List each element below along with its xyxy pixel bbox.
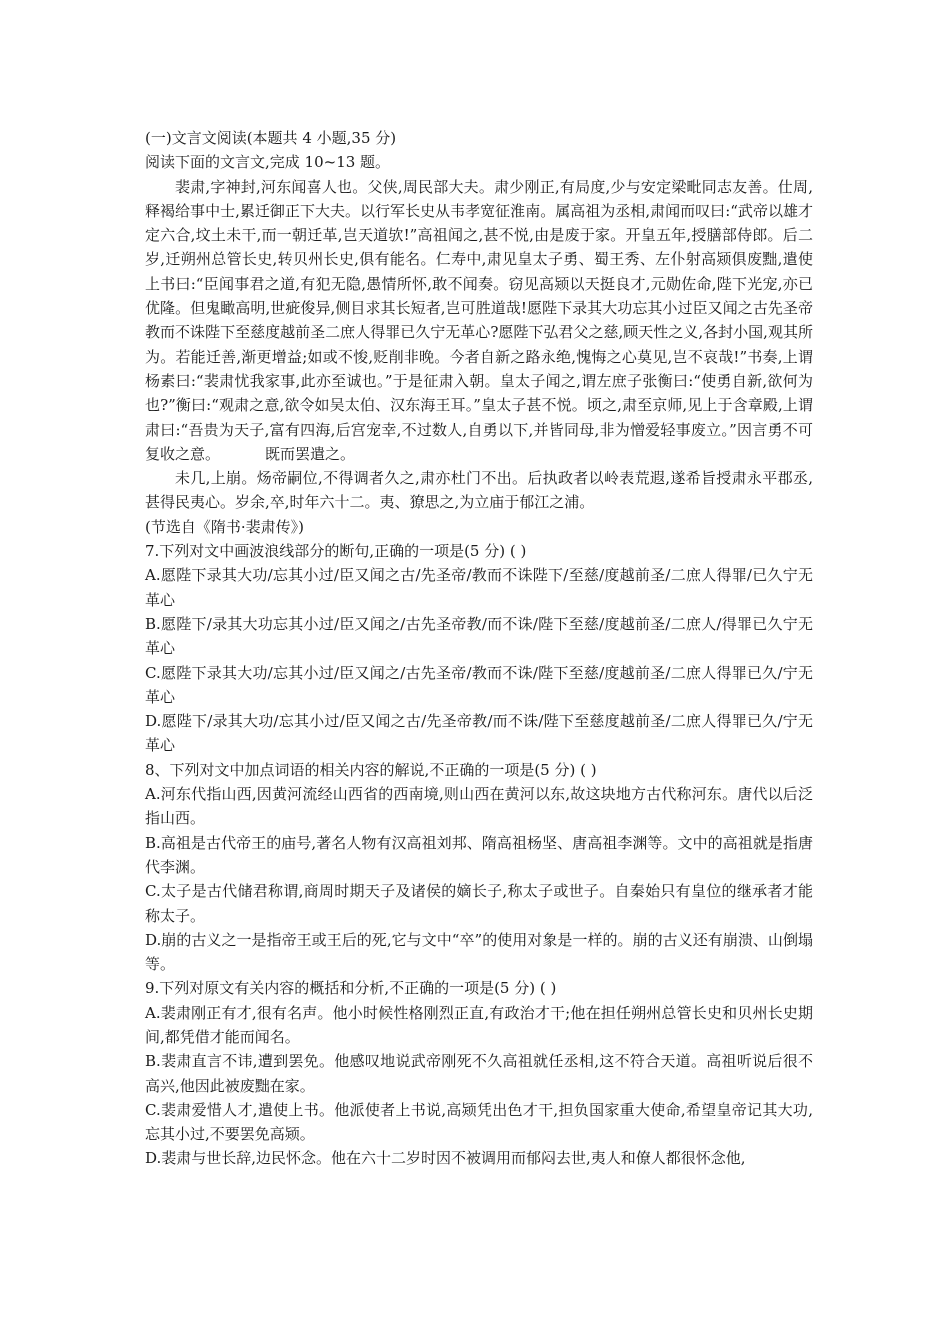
- question-7-option-a: A.愿陛下录其大功/忘其小过/臣又闻之古/先圣帝/教而不诛陛下/至慈/度越前圣/二庶人得罪/已久宁无革心: [145, 566, 813, 609]
- section-heading: (一)文言文阅读(本题共 4 小题,35 分): [145, 129, 397, 147]
- section-instruction: 阅读下面的文言文,完成 10~13 题。: [145, 153, 391, 172]
- question-8-option-a: A.河东代指山西,因黄河流经山西省的西南境,则山西在黄河以东,故这块地方古代称河东。唐代以后泛指山西。: [145, 785, 813, 828]
- question-7-stem: 7.下列对文中画波浪线部分的断句,正确的一项是(5 分) ( ): [145, 542, 527, 561]
- passage-source: (节选自《隋书·裴肃传》): [145, 517, 304, 536]
- question-7-option-b: B.愿陛下/录其大功忘其小过/臣又闻之/古先圣帝教/而不诛/陛下至慈/度越前圣/二庶人/得罪已久宁无革心: [145, 614, 813, 658]
- question-8-option-c: C.太子是古代储君称谓,商周时期天子及诸侯的嫡长子,称太子或世子。自秦始只有皇位的继承者才能称太子。: [145, 882, 813, 925]
- question-8-stem: 8、下列对文中加点词语的相关内容的解说,不正确的一项是(5 分) ( ): [145, 760, 597, 779]
- passage-paragraph-1-tail: 既而罢遣之。: [265, 444, 356, 463]
- question-7-option-d: D.愿陛下/录其大功/忘其小过/臣又闻之古/先圣帝教/而不诛/陛下至慈度越前圣/二庶人得罪已久/宁无革心: [145, 712, 813, 755]
- exam-page: [145, 126, 813, 1171]
- question-8-option-d: D.崩的古义之一是指帝王或王后的死,它与文中“卒”的使用对象是一样的。崩的古义还有崩溃、山倒塌等。: [145, 930, 813, 974]
- question-9-option-d: D.裴肃与世长辞,边民怀念。他在六十二岁时因不被调用而郁闷去世,夷人和僚人都很怀念他,: [145, 1149, 746, 1168]
- question-9-stem: 9.下列对原文有关内容的概括和分析,不正确的一项是(5 分) ( ): [145, 979, 557, 998]
- question-9-option-b: B.裴肃直言不讳,遭到罢免。他感叹地说武帝刚死不久高祖就任丞相,这不符合天道。高祖听说后很不高兴,他因此被废黜在家。: [145, 1052, 813, 1095]
- passage-paragraph-2: 未几,上崩。炀帝嗣位,不得调者久之,肃亦杜门不出。后执政者以岭表荒遐,遂希旨授肃永平郡丞,甚得民夷心。岁余,卒,时年六十二。夷、獠思之,为立庙于郁江之浦。: [145, 469, 813, 512]
- question-7-option-c: C.愿陛下录其大功/忘其小过/臣又闻之/古先圣帝/教而不诛/陛下至慈/度越前圣/二庶人得罪已久/宁无革心: [145, 663, 813, 706]
- question-9-option-c: C.裴肃爱惜人才,遣使上书。他派使者上书说,高颎凭出色才干,担负国家重大使命,希望皇帝记其大功,忘其小过,不要罢免高颎。: [145, 1100, 813, 1144]
- passage-paragraph-1-text: 裴肃,字神封,河东闻喜人也。父侠,周民部大夫。肃少刚正,有局度,少与安定梁毗同志友善。仕周,释褐给事中士,累迁御正下大夫。以行军长史从韦孝宽征淮南。属高祖为丞相,肃闻而叹曰:“武帝以雄才定六合,坟土未干,而一朝迁革,岂天道欤!”高祖闻之,甚不悦,由是废于家。开皇五年,授膳部侍郎。后二岁,迁朔州总管长史,转贝州长史,俱有能名。仁寿中,肃见皇太子勇、蜀王秀、左仆射高颎俱废黜,遣使上书曰:“臣闻事君之道,有犯无隐,愚情所怀,敢不闻奏。窃见高颎以天挺良才,元勋佐命,陛下光宠,亦已优隆。但鬼瞰高明,世疵俊异,侧目求其长短者,岂可胜道哉!愿陛下录其大功忘其小过臣又闻之古先圣帝教而不诛陛下至慈度越前圣二庶人得罪已久宁无革心?愿陛下弘君父之慈,顾天性之义,各封小国,观其所为。若能迁善,渐更增益;如或不悛,贬削非晚。今者自新之路永绝,愧悔之心莫见,岂不哀哉!”书奏,上谓杨素曰:“裴肃忧我家事,此亦至诚也。”于是征肃入朝。皇太子闻之,谓左庶子张衡曰:“使勇自新,欲何为也?”衡曰:“观肃之意,欲令如吴太伯、汉东海王耳。”皇太子甚不悦。顷之,肃至京师,见上于含章殿,上谓肃曰:“吾贵为天子,富有四海,后宫宠幸,不过数人,自勇以下,并皆同母,非为憎爱轻事废立。”因言勇不可复收之意。: [145, 177, 813, 463]
- passage-paragraph-1: [145, 175, 813, 467]
- question-9-option-a: A.裴肃刚正有才,很有名声。他小时候性格刚烈正直,有政治才干;他在担任朔州总管长史和贝州长史期间,都凭借才能而闻名。: [145, 1003, 813, 1046]
- question-8-option-b: B.高祖是古代帝王的庙号,著名人物有汉高祖刘邦、隋高祖杨坚、唐高祖李渊等。文中的高祖就是指唐代李渊。: [145, 833, 813, 876]
